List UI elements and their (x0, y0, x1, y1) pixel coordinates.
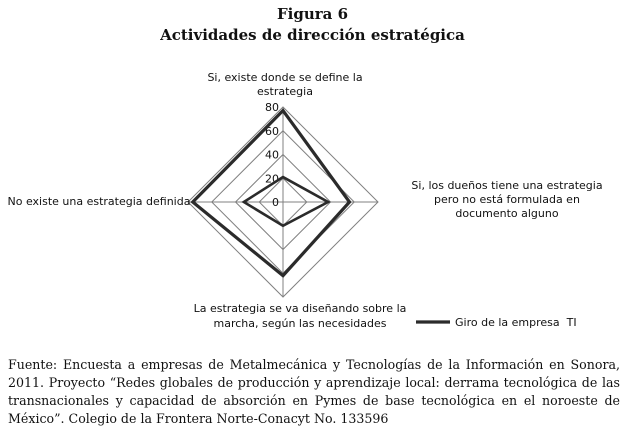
tick-label: 0 (272, 196, 279, 209)
tick-label: 80 (265, 101, 279, 114)
category-label: No existe una estrategia definida (7, 195, 191, 208)
radar-chart (0, 60, 625, 350)
tick-label: 20 (265, 172, 279, 186)
tick-label: 60 (265, 124, 279, 138)
series-polygon (244, 177, 328, 226)
source-note: Fuente: Encuesta a empresas de Metalmecánica y Tecnologías de la Información en Sonora, 2011. Proyecto “Redes globales de producción y aprendizaje local: derrama tecnológica de las transnacionales y capacidad de absorción en Pymes de base tecnológica en el noroeste de México”. Colegio de la Frontera Norte-Conacyt No. 133596 (8, 357, 620, 426)
category-label: Si, los dueños tiene una estrategia pero no está formulada en documento alguno (411, 179, 603, 220)
tick-label: 40 (265, 148, 279, 162)
figure-label: Figura 6 (276, 5, 349, 23)
legend (416, 316, 577, 329)
legend-label: Giro de la empresa TI (455, 316, 577, 329)
category-label: La estrategia se va diseñando sobre la marcha, según las necesidades (193, 302, 407, 330)
category-label: Si, existe donde se define la estrategia (207, 71, 363, 98)
figure-title: Actividades de dirección estratégica (160, 26, 465, 44)
